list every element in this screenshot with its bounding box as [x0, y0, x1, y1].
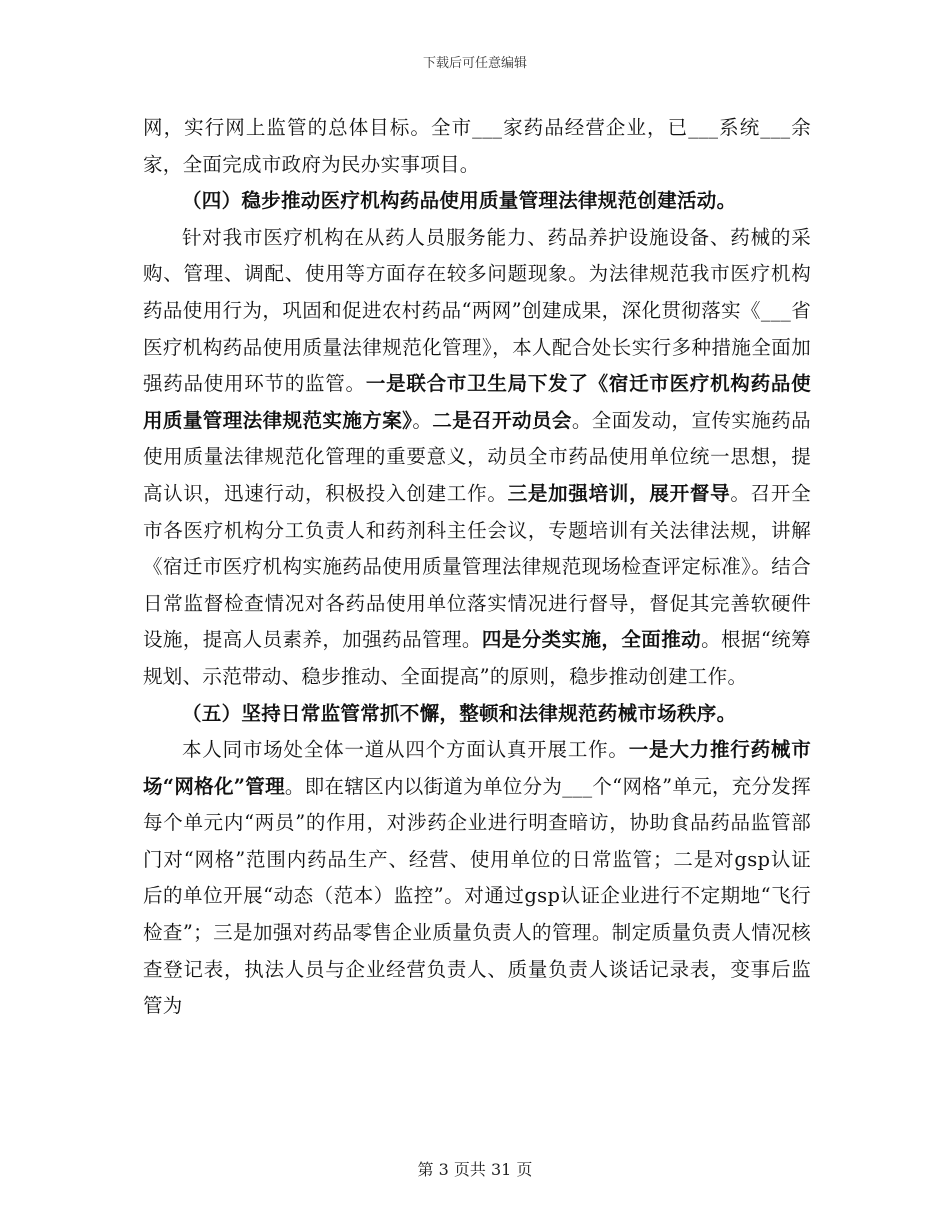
text-run: 针对我市医疗机构在从药人员服务能力、药品养护设施设备、药械的采购、管理、调配、使用等方面存在较多问题现象。为法律规范我市医疗机构药品使用行为，巩固和促进农村药品“两网”创建成果，深化贯彻落实《___省医疗机构药品使用质量法律规范化管理》，本人配合处长实行多种措施全面加强药品使用环节的监管。 — [143, 225, 811, 396]
section-heading-5: （五）坚持日常监管常抓不懈，整顿和法律规范药械市场秩序。 — [182, 701, 737, 725]
bold-text-run: 四是分类实施，全面推动 — [481, 628, 702, 652]
bold-text-run: 三是加强培训，展开督导 — [507, 481, 731, 505]
paragraph-section-5-body — [143, 732, 811, 1025]
section-heading-4: （四）稳步推动医疗机构药品使用质量管理法律规范创建活动。 — [182, 189, 737, 213]
paragraph-continuation — [143, 110, 811, 183]
text-run: 。 — [412, 408, 433, 432]
text-run: 。全面发动，宣传实施药品使用质量法律规范化管理的重要意义，动员全市药品使用单位统一思想，提高认识，迅速行动，积极投入创建工作。 — [143, 408, 811, 505]
text-run: 。根据“统筹规划、示范带动、稳步推动、全面提高”的原则，稳步推动创建工作。 — [143, 628, 811, 688]
page-header: 下载后可任意编辑 — [422, 56, 527, 71]
text-run: 。召开全市各医疗机构分工负责人和药剂科主任会议，专题培训有关法律法规，讲解《宿迁市医疗机构实施药品使用质量管理法律规范现场检查评定标准》。结合日常监督检查情况对各药品使用单位落实情况进行督导，督促其完善软硬件设施，提高人员素养，加强药品管理。 — [143, 481, 811, 652]
bold-text-run: 一是大力推行药械市场“网格化”管理 — [143, 738, 812, 798]
document-body — [143, 110, 811, 1025]
paragraph-section-4-body — [143, 220, 811, 696]
bold-text-run: 二是召开动员会 — [432, 408, 572, 432]
text-run: 本人同市场处全体一道从四个方面认真开展工作。 — [182, 738, 629, 762]
page-footer: 第 3 页共 31 页 — [417, 1160, 533, 1179]
text-run: 。即在辖区内以街道为单位分为___个“网格”单元，充分发挥每个单元内“两员”的作用，对涉药企业进行明查暗访，协助食品药品监管部门对“网格”范围内药品生产、经营、使用单位的日常监管；二是对gsp认证后的单位开展“动态（范本）监控”。对通过gsp认证企业进行不定期地“飞行检查”；三是加强对药品零售企业质量负责人的管理。制定质量负责人情况核查登记表，执法人员与企业经营负责人、质量负责人谈话记录表，变事后监管为 — [143, 774, 811, 1018]
bold-text-run: 一是联合市卫生局下发了《宿迁市医疗机构药品使用质量管理法律规范实施方案》 — [143, 372, 811, 432]
text-run: 网，实行网上监管的总体目标。全市___家药品经营企业，已___系统___余家，全面完成市政府为民办实事项目。 — [143, 116, 811, 176]
